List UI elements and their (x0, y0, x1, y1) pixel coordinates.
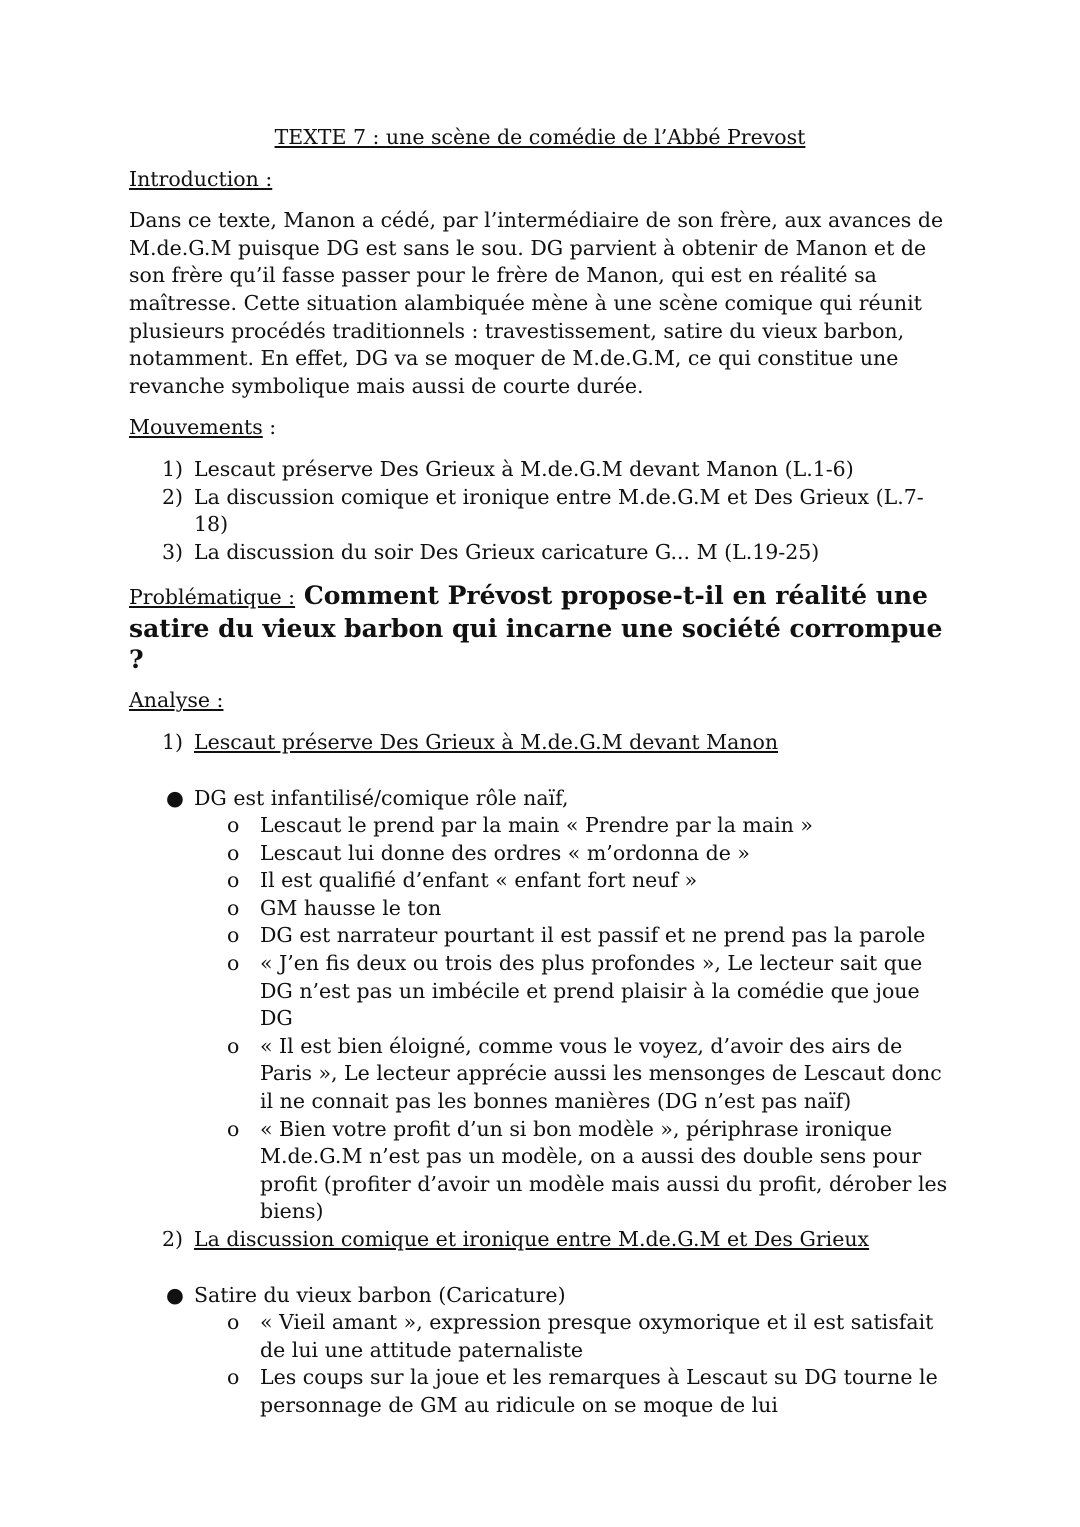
analyse-subitem (129, 1116, 951, 1226)
analyse-subitem-text: « J’en fis deux ou trois des plus profondes », Le lecteur sait que DG n’est pas un imbécile et prend plaisir à la comédie que joue DG (260, 951, 923, 1031)
bullet-dot-icon: ● (166, 785, 184, 810)
circle-bullet-icon: o (227, 868, 240, 893)
mouvement-text: Lescaut préserve Des Grieux à M.de.G.M devant Manon (L.1-6) (194, 456, 854, 481)
mouvement-item (129, 539, 951, 567)
circle-bullet-icon: o (227, 1116, 240, 1141)
analyse-subitem (129, 840, 951, 868)
analyse-subitem (129, 895, 951, 923)
analyse-subitem-text: « Bien votre profit d’un si bon modèle », périphrase ironique M.de.G.M n’est pas un modèle, on a aussi des double sens pour profit (profiter d’avoir un modèle mais aussi du profit, dérober les biens) (260, 1116, 948, 1224)
analyse-section-title-line (129, 1226, 951, 1254)
circle-bullet-icon: o (227, 923, 240, 948)
analyse-section (129, 729, 951, 1226)
problematique-block (129, 580, 951, 675)
analyse-subitem (129, 812, 951, 840)
analyse-subitem (129, 1309, 951, 1364)
analyse-subitem-text: Il est qualifié d’enfant « enfant fort neuf » (260, 868, 698, 893)
problematique-question: Comment Prévost propose-t-il en réalité une satire du vieux barbon qui incarne une société corrompue ? (129, 581, 943, 675)
mouvement-item (129, 456, 951, 484)
analyse-subitem-text: DG est narrateur pourtant il est passif et ne prend pas la parole (260, 923, 926, 948)
analyse-subitem (129, 1033, 951, 1116)
mouvement-item (129, 484, 951, 539)
analyse-heading: Analyse : (129, 688, 224, 713)
mouvement-number: 1) (162, 456, 184, 481)
circle-bullet-icon: o (227, 895, 240, 920)
analyse-subitem (129, 867, 951, 895)
mouvements-heading: Mouvements (129, 415, 263, 440)
bullet-dot-icon: ● (166, 1282, 184, 1307)
circle-bullet-icon: o (227, 813, 240, 838)
analyse-bullet (129, 785, 951, 813)
analyse-section-number: 2) (162, 1227, 184, 1251)
analyse-bullet (129, 1282, 951, 1310)
analyse-section-title-line (129, 729, 951, 757)
analyse-subitem-text: « Il est bien éloigné, comme vous le voyez, d’avoir des airs de Paris », Le lecteur apprécie aussi les mensonges de Lescaut donc il ne connait pas les bonnes manières (DG n’est pas naïf) (260, 1033, 942, 1114)
analyse-subitem-text: « Vieil amant », expression presque oxymorique et il est satisfait de lui une attitude paternaliste (260, 1310, 934, 1362)
analyse-section-title: Lescaut préserve Des Grieux à M.de.G.M devant Manon (194, 729, 779, 754)
analyse-bullet-text: Satire du vieux barbon (Caricature) (194, 1282, 566, 1307)
analyse-section-title: La discussion comique et ironique entre M.de.G.M et Des Grieux (194, 1227, 870, 1251)
document-title: TEXTE 7 : une scène de comédie de l’Abbé Prevost (274, 125, 806, 149)
circle-bullet-icon: o (227, 951, 240, 976)
circle-bullet-icon: o (227, 1365, 240, 1390)
introduction-heading: Introduction : (129, 166, 273, 191)
mouvement-text: La discussion du soir Des Grieux caricature G... M (L.19-25) (194, 539, 820, 564)
analyse-subitem-text: GM hausse le ton (260, 895, 442, 920)
mouvement-number: 3) (162, 539, 184, 564)
analyse-bullet-text: DG est infantilisé/comique rôle naïf, (194, 785, 569, 810)
analyse-subitem (129, 922, 951, 950)
problematique-label: Problématique : (129, 585, 296, 610)
mouvement-text: La discussion comique et ironique entre M.de.G.M et Des Grieux (L.7-18) (194, 484, 924, 537)
mouvement-number: 2) (162, 484, 184, 509)
analyse-subitem (129, 950, 951, 1033)
mouvements-heading-line (129, 414, 951, 442)
analyse-subitem-text: Les coups sur la joue et les remarques à Lescaut su DG tourne le personnage de GM au ridicule on se moque de lui (260, 1365, 938, 1417)
analyse-subitem-text: Lescaut lui donne des ordres « m’ordonna de » (260, 840, 750, 865)
analyse-subitem-text: Lescaut le prend par la main « Prendre par la main » (260, 813, 813, 838)
analyse-subitem (129, 1364, 951, 1419)
analyse-section (129, 1226, 951, 1420)
circle-bullet-icon: o (227, 1033, 240, 1058)
document-page (129, 124, 951, 1420)
mouvements-list (129, 456, 951, 566)
mouvements-colon: : (262, 415, 277, 440)
analyse-section-number: 1) (162, 729, 184, 754)
circle-bullet-icon: o (227, 840, 240, 865)
introduction-paragraph: Dans ce texte, Manon a cédé, par l’intermédiaire de son frère, aux avances de M.de.G.M puisque DG est sans le sou. DG parvient à obtenir de Manon et de son frère qu’il fasse passer pour le frère de Manon, qui est en réalité sa maîtresse. Cette situation alambiquée mène à une scène comique qui réunit plusieurs procédés traditionnels : travestissement, satire du vieux barbon, notamment. En effet, DG va se moquer de M.de.G.M, ce qui constitue une revanche symbolique mais aussi de courte durée. (129, 208, 944, 398)
circle-bullet-icon: o (227, 1310, 240, 1335)
